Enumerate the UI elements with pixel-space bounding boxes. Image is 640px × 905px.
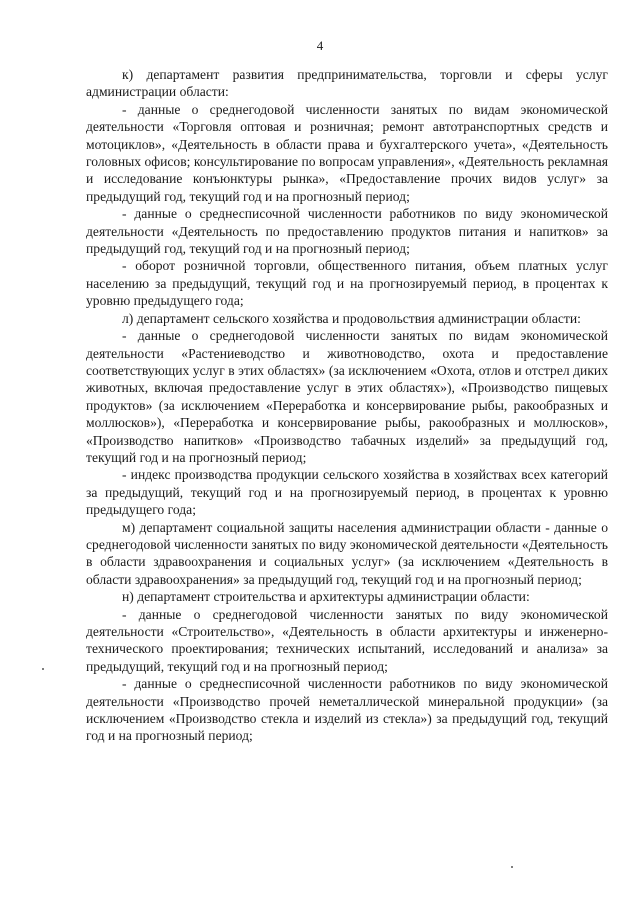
paragraph-l-item-2: - индекс производства продукции сельского хозяйства в хозяйствах всех категорий за предыдущий, текущий год и на прогнозируемый период, в процентах к уровню предыдущего года;	[86, 467, 608, 518]
paragraph-m: м) департамент социальной защиты населения администрации области - данные о среднегодовой численности занятых по виду экономической деятельности «Деятельность в области здравоохранения и социальных услуг» (за исключением «Деятельность в области здравоохранения» за предыдущий год, текущий год и на прогнозный период;	[86, 519, 608, 587]
paragraph-k-item-1: - данные о среднегодовой численности занятых по видам экономической деятельности «Торговля оптовая и розничная; ремонт автотранспортных средств и мотоциклов», «Деятельность в области права и бухгалтерского учета», «Деятельность головных офисов; консультирование по вопросам управления», «Деятельность рекламная и исследование конъюнктуры рынка», «Предоставление прочих видов услуг» за предыдущий год, текущий год и на прогнозный период;	[86, 101, 608, 204]
paragraph-k-heading: к) департамент развития предпринимательства, торговли и сферы услуг администрации области:	[86, 67, 608, 100]
paragraph-l-item-1: - данные о среднегодовой численности занятых по видам экономической деятельности «Растениеводство и животноводство, охота и предоставление соответствующих услуг в этих областях» (за исключением «Охота, отлов и отстрел диких животных, включая предоставление услуг в этих областях»), «Производство пищевых продуктов» (за исключением «Переработка и консервирование рыбы, ракообразных и моллюсков»), «Переработка и консервирование рыбы, ракообразных и моллюсков», «Производство напитков» «Производство табачных изделий» за предыдущий год, текущий год и на прогнозный период;	[86, 328, 608, 465]
paragraph-k-item-2: - данные о среднесписочной численности работников по виду экономической деятельности «Деятельность по предоставлению продуктов питания и напитков» за предыдущий год, текущий год и на прогнозный период;	[86, 206, 608, 257]
paragraph-n-heading: н) департамент строительства и архитектуры администрации области:	[122, 589, 530, 605]
paragraph-k-item-3: - оборот розничной торговли, общественного питания, объем платных услуг населению за предыдущий, текущий год и на прогнозируемый период, в процентах к уровню предыдущего года;	[86, 258, 608, 309]
paragraph-n-item-1: - данные о среднегодовой численности занятых по виду экономической деятельности «Строительство», «Деятельность в области архитектуры и инженерно-технического проектирования; технических испытаний, исследований и анализа» за предыдущий, текущий год и на прогнозный период;	[86, 606, 608, 674]
paragraph-l-heading: л) департамент сельского хозяйства и продовольствия администрации области:	[122, 310, 581, 326]
document-body	[86, 66, 608, 745]
page-number: 4	[316, 38, 324, 53]
paragraph-n-item-2: - данные о среднесписочной численности работников по виду экономической деятельности «Производство прочей неметаллической минеральной продукции» (за исключением «Производство стекла и изделий из стекла») за предыдущий год, текущий год и на прогнозный период;	[86, 676, 608, 744]
scan-speck	[511, 866, 513, 868]
scan-speck	[42, 668, 44, 670]
